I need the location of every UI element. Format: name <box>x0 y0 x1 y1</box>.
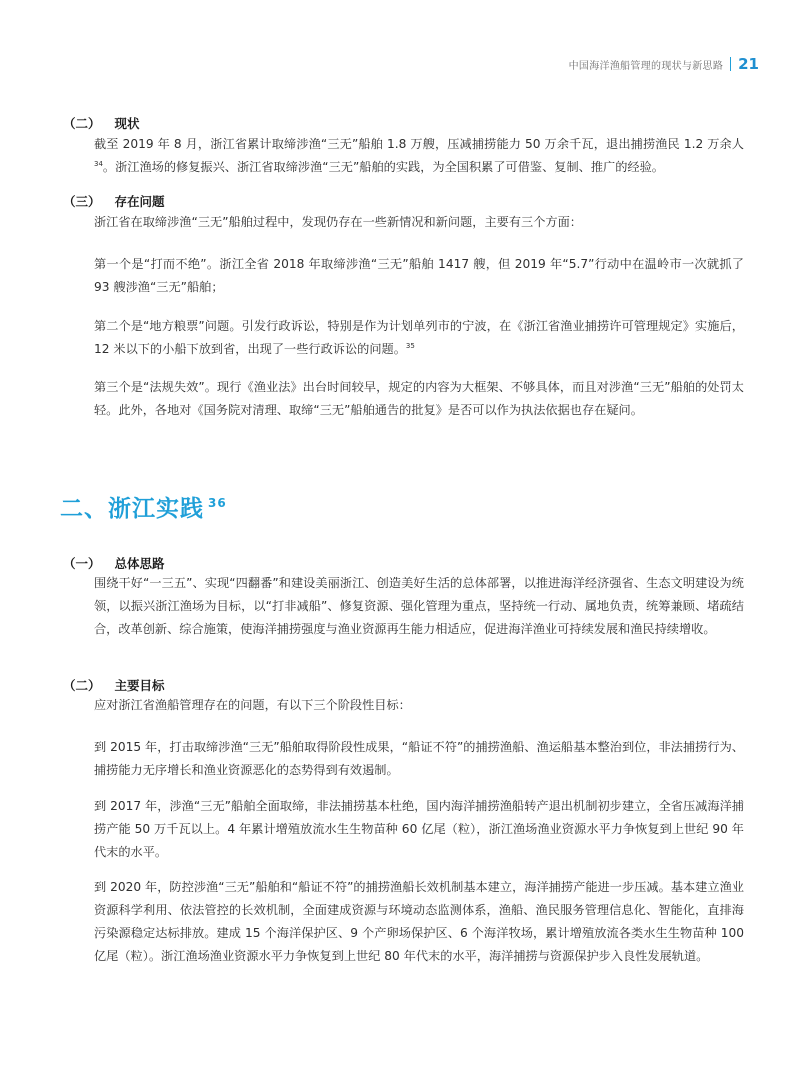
subsection-goals-heading <box>63 677 165 695</box>
subsection-title: 现状 <box>114 116 140 131</box>
subsection-title: 总体思路 <box>114 556 165 571</box>
subsection-status-heading <box>63 115 140 133</box>
header-divider <box>730 57 731 71</box>
problem-1: 第一个是“打而不绝”。浙江全省 2018 年取缔涉渔“三无”船舶 1417 艘，但 2019 年“5.7”行动中在温岭市一次就抓了 93 艘涉渔“三无”船舶； <box>94 257 744 294</box>
problem-2 <box>94 315 744 361</box>
problems-intro: 浙江省在取缔涉渔“三无”船舶过程中，发现仍存在一些新情况和新问题，主要有三个方面： <box>94 215 582 229</box>
footnote-ref: 36 <box>208 496 227 511</box>
goal-2020: 到 2020 年，防控涉渔“三无”船舶和“船证不符”的捕捞渔船长效机制基本建立，海洋捕捞产能进一步压减。基本建立渔业资源科学利用、依法管控的长效机制，全面建成资源与环境动态监测体系，渔船、渔民服务管理信息化、智能化，直排海污染源稳定达标排放。建成 15 个海洋保护区、9 个产卵场保护区、6 个海洋牧场，累计增殖放流各类水生生物苗种 100 亿尾（粒）。浙江渔场渔业资源水平力争恢复到上世纪 80 年代末的水平，海洋捕捞与资源保护步入良性发展轨道。 <box>94 880 744 963</box>
section-title-text: 二、浙江实践 <box>60 496 204 522</box>
goals-intro: 应对浙江省渔船管理存在的问题，有以下三个阶段性目标： <box>94 698 411 712</box>
subsection-overall-heading <box>63 555 165 573</box>
footnote-ref: 35 <box>405 341 415 350</box>
subsection-number: （三） <box>63 194 101 209</box>
subsection-number: （二） <box>63 678 101 693</box>
page-number: 21 <box>738 55 759 73</box>
running-title: 中国海洋渔船管理的现状与新思路 <box>568 60 724 72</box>
status-text-a: 截至 2019 年 8 月，浙江省累计取缔涉渔“三无”船舶 1.8 万艘，压减捕捞能力 50 万余千瓦，退出捕捞渔民 1.2 万余人 <box>94 137 744 151</box>
problem-3: 第三个是“法规失效”。现行《渔业法》出台时间较早，规定的内容为大框架、不够具体，而且对涉渔“三无”船舶的处罚太轻。此外，各地对《国务院对清理、取缔“三无”船舶通告的批复》是否可以作为执法依据也存在疑问。 <box>94 380 744 417</box>
subsection-title: 存在问题 <box>114 194 165 209</box>
overall-paragraph: 围绕干好“一三五”、实现“四翻番”和建设美丽浙江、创造美好生活的总体部署，以推进海洋经济强省、生态文明建设为统领，以振兴浙江渔场为目标，以“打非减船”、修复资源、强化管理为重点，坚持统一行动、属地负责，统筹兼顾、堵疏结合，改革创新、综合施策，使海洋捕捞强度与渔业资源再生能力相适应，促进海洋渔业可持续发展和渔民持续增收。 <box>94 576 744 636</box>
subsection-title: 主要目标 <box>114 678 165 693</box>
section-title <box>60 494 227 524</box>
status-text-b: 。浙江渔场的修复振兴、浙江省取缔涉渔“三无”船舶的实践，为全国积累了可借鉴、复制、推广的经验。 <box>102 160 664 174</box>
goal-2017: 到 2017 年，涉渔“三无”船舶全面取缔，非法捕捞基本杜绝，国内海洋捕捞渔船转产退出机制初步建立，全省压减海洋捕捞产能 50 万千瓦以上。4 年累计增殖放流水生生物苗种 60 亿尾（粒），浙江渔场渔业资源水平力争恢复到上世纪 90 年代末的水平。 <box>94 799 744 859</box>
subsection-number: （一） <box>63 556 101 571</box>
page-header <box>569 56 759 72</box>
subsection-number: （二） <box>63 116 101 131</box>
status-paragraph <box>94 133 744 179</box>
problem-2-text: 第二个是“地方粮票”问题。引发行政诉讼，特别是作为计划单列市的宁波，在《浙江省渔业捕捞许可管理规定》实施后，12 米以下的小船下放到省，出现了一些行政诉讼的问题。 <box>94 319 744 356</box>
goal-2015: 到 2015 年，打击取缔涉渔“三无”船舶取得阶段性成果，“船证不符”的捕捞渔船、渔运船基本整治到位，非法捕捞行为、捕捞能力无序增长和渔业资源恶化的态势得到有效遏制。 <box>94 740 744 777</box>
footnote-ref: 34 <box>94 159 103 168</box>
subsection-problems-heading <box>63 193 165 211</box>
